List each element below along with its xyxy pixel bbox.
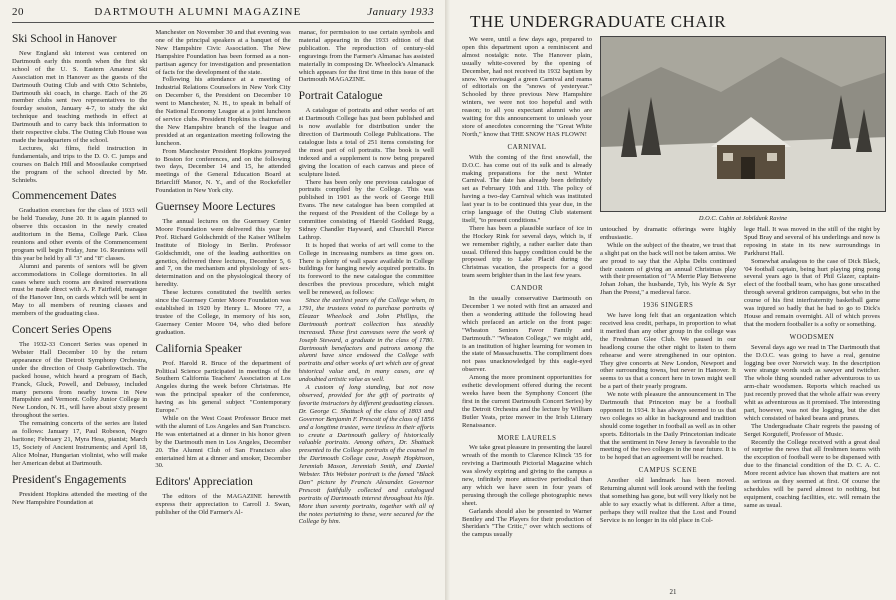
paragraph: The editors of the MAGAZINE herewith express their appreciation to Carroll J. Swan, publisher of the Old Farmer's Al- (155, 493, 291, 517)
paragraph: The remaining concerts of the series are listed as follows: January 17, Paul Robeson, Negro baritone; February 21, Myra Hess, pianist; March 15, Society of Ancient Instruments; and April 18, Alice Molnar, Hungarian violinist, who will make her American debut at Dartmouth. (12, 420, 148, 467)
paragraph-quote: Since the earliest years of the College when, in 1791, the trustees voted to purchase portraits of Eleazar Wheelock and John Phillips, the Dartmouth portrait collection has steadily increased. These first canvases were the work of Joseph Steward, a graduate in the class of 1780. Dartmouth benefactors and patrons among the alumni have since endowed the College with portraits and other works of art which are of great historical value and, in many cases, are of undoubted artistic value as well. (298, 297, 434, 384)
photo-figure (600, 36, 886, 226)
paragraph: Several days ago we read in The Dartmouth that the D.O.C. was going to have a real, genuine logging bee over Norwich way. In the description were strange words such as sawyer and twitcher. The whole thing sounded rather adventurous to us arm-chair woodsmen. Reports which reached us just recently proved that the whole affair was every whit as adventurous as it promised. The interesting part, however, was not the logging, but the diet which consisted of baked beans and prunes. (744, 343, 880, 422)
right-column-3 (744, 226, 880, 600)
paragraph: While on the West Coast Professor Bruce met with the alumni of Los Angeles and San Francisco. He was entertained at a dinner in his honor given by the Dartmouth men in Los Angeles, December 20. The Alumni Club of San Francisco also entertained him at a dinner and smoker, December 30. (155, 414, 291, 470)
heading-guernsey-moore: Guernsey Moore Lectures (155, 201, 276, 214)
right-column-1 (462, 36, 592, 600)
paragraph: New England ski interest was centered on Dartmouth early this month when the first ski school of the U. S. Eastern Amateur Ski Association met in Hanover as the guests of the Dartmouth Outing Club and with Otto Schniebs, Dartmouth ski coach, in charge. Each of the 26 member clubs sent two representatives to the fourday session, January 4-7, to study the ski technique and teaching methods in effect at Dartmouth and to carry back this information to their respective clubs. The Outing Club House was made the headquarters of the school. (12, 50, 148, 144)
page-number-right: 21 (669, 588, 677, 596)
photo-caption: D.O.C. Cabin at Jobildunk Ravine (698, 215, 788, 222)
paragraph: Manchester on November 30 and that evening was one of the principal speakers at a banquet of the New Hampshire Civic Association. The New Hampshire Foundation has been formed as a non-partisan agency for investigation and presentation of facts for the development of the state. (155, 29, 291, 76)
paragraph: We take great pleasure in presenting the laurel wreath of the month to Clarence Klinck '35 for reviving a Dartmouth Pictorial Magazine which was slowly expiring and giving to the campus a new, infinitely more attractive periodical than any which we have seen in four years of perusing through the college photographic news sheet. (462, 444, 592, 507)
issue-date: January 1933 (367, 6, 434, 18)
cabin-photo (600, 36, 886, 212)
paragraph: There has been a plausible surface of ice in the Hockey Rink for several days, which is, if we remember rightly, a rather earlier date than usual. Offered this happy condition could be the proposed trip to Lake Placid during the Christmas vacation, the prospects for a good team seem brighter than in the last few years. (462, 224, 592, 280)
paragraph: Lectures, ski films, field instruction in fundamentals, and trips to the D. O. C. jumps and courses on Balch Hill and Moosilauke comprised the program of the school directed by Mr. Schniebs. (12, 144, 148, 184)
paragraph: In the usually conservative Dartmouth on December 1 we noted with first an amazed and then a wondering attitude the following head which prefaced an article on the front page: "Wheaton Seniors Favor Family and Dartmouth." "Wheaton College," we might add, is an institution of higher learning for women in the state of Massachusetts. The compliment does not pass unacknowledged by this eagle-eyed observer. (462, 295, 592, 374)
subhead-carnival: CARNIVAL (507, 143, 547, 151)
heading-california-speaker: California Speaker (155, 342, 242, 355)
paragraph: lege Hall. It was moved in the still of the night by Spud Bray and several of his underlings and now is reposing in state in its new surroundings in Parkhurst Hall. (744, 226, 880, 257)
right-main (600, 36, 886, 600)
paragraph: There has been only one previous catalogue of portraits compiled by the College. This was published in 1901 as the work of George Hill Evans. The new catalogue has been compiled at the request of the President of the College by a committee consisting of Harold Goddard Rugg, Sidney Chandler Hayward, and Churchill Pierce Lathrop. (298, 178, 434, 241)
left-columns (12, 29, 434, 599)
paragraph: manac, for permission to use certain symbols and material appearing in the 1933 edition of that publication. The reproduction of century-old engravings from the Farmer's Almanac has assisted materially in composing Dr. Wheelock's Almanack which appears for the first time in this issue of the Dartmouth MAGAZINE. (298, 29, 434, 84)
left-page (0, 0, 446, 600)
heading-ski-school: Ski School in Hanover (12, 33, 117, 45)
page-number: 20 (12, 6, 24, 18)
paragraph: Among the more prominent opportunities for esthetic development offered during the recent weeks have been the Symphony Concert (the first in the current Dartmouth Concert Series) by the Detroit Orchestra and the lecture by William Butler Yeats, prize mower in the Irish Literary Renaissance. (462, 374, 592, 429)
paragraph: Prof. Harold R. Bruce of the department of Political Science participated in meetings of the Southern California Teachers' Association at Los Angeles during the week before Christmas. He was the principal speaker of the conference, having as his general subject "Contemporary Europe." (155, 359, 291, 415)
paragraph: From Manchester President Hopkins journeyed to Boston for conferences, and on the following two days, December 14 and 15, he attended meetings of the General Education Board at Briarcliff Manor, N. Y., and of the Rockefeller Foundation in New York city. (155, 147, 291, 195)
heading-editors-appreciation: Editors' Appreciation (155, 476, 253, 489)
right-columns (462, 36, 886, 600)
photo-block (600, 36, 886, 226)
magazine-title: DARTMOUTH ALUMNI MAGAZINE (94, 6, 302, 18)
subhead-candor: CANDOR (510, 285, 544, 293)
paragraph: The annual lectures on the Guernsey Center Moore Foundation were delivered this year by Prof. Richard Goldschmidt of the Kaiser Wilhelm Institute of Biology in Berlin. Professor Goldschmidt, one of the leading authorities on genetics, delivered three lectures, December 5, 6 and 7, on the mechanism and physiology of sex-determination and on the physiological theory of heredity. (155, 218, 291, 289)
left-column-3 (299, 29, 434, 599)
right-column-2 (600, 226, 736, 600)
right-lower-columns (600, 226, 886, 600)
paragraph: Another old landmark has been moved. Returning alumni will look around with the feeling that something has gone, but will very likely not be able to say exactly what is different. After a time, perhaps they will realize that the Lost and Found Service is no longer in its old place in Col- (600, 477, 736, 524)
subhead-campus-scene: CAMPUS SCENE (638, 467, 698, 475)
paragraph: While on the subject of the theatre, we trust that a slight pat on the back will not be taken amiss. We are proud to say that the Alpha Delts continued their custom of giving an annual Christmas play with their presentation of "A Merrie Play Betweene Johan Johan, the husbande, Tyb, his Wyfe & Syr Jhan the Preest," a medieval farce. (600, 241, 736, 297)
paragraph-quote: A custom of long standing, but not now observed, provided for the gift of portraits of favorite instructors by different graduating classes. Dr. George C. Shattuck of the class of 1803 and Governor Benjamin F. Prescott of the class of 1856 and a longtime trustee, were tireless in their efforts to create a Dartmouth gallery of historically valuable portraits. Among others, Dr. Shattuck presented to the College portraits of the counsel in the Dartmouth College case, Joseph Hopkinson, Jeremiah Mason, Jeremiah Smith, and Daniel Webster. This Webster portrait is the famed "Black Dan" picture by Francis Alexander. Governor Prescott faithfully collected and catalogued portraits of Dartmouth interest throughout his life. More than seventy portraits, together with all of the notes pertaining to these, were secured for the College by him. (298, 384, 434, 526)
heading-portrait-catalogue: Portrait Catalogue (298, 90, 383, 103)
heading-presidents-engagements: President's Engagements (12, 473, 127, 486)
right-page (450, 0, 896, 600)
subhead-more-laurels: MORE LAURELS (497, 434, 557, 442)
heading-commencement-dates: Commencement Dates (12, 190, 117, 203)
left-column-1 (12, 29, 147, 599)
paragraph: Recently the College received with a great deal of surprise the news that all freshmen teams with the exception of football were to be dispensed with due to the financial condition of the D. C. A. C. More recent advice has shown that matters are not as serious as they seemed at first. Of course the schedules will be pared almost to nothing, but equipment, coaching facilities, etc. will remain the same as usual. (744, 438, 880, 509)
paragraph: It is hoped that works of art will come to the College in increasing numbers as time goes on. There is plenty of wall space available in College buildings for hanging newly acquired portraits. In its foreword to the new catalogue the committee describes the previous procedure, which might well be renewed, as follows: (298, 241, 434, 297)
paragraph: Graduation exercises for the class of 1933 will be held Tuesday, June 20. It is again planned to observe this occasion in the newly created auditorium in the Bema, College Park. Class reunions and other events of the Commencement program will begin Friday, June 16. Reunions will this year be held by all "3" and "8" classes. (12, 207, 148, 262)
cabin-photo-illustration (601, 37, 886, 212)
paragraph: Following his attendance at a meeting of Industrial Relations Counselors in New York City on December 6, the President on December 10 went to Manchester, N. H., to speak in behalf of the National Economy League at a joint luncheon of service clubs. President Hopkins is chairman of the New Hampshire branch of the league and presided at an organization meeting following the luncheon. (155, 76, 291, 147)
paragraph: These lectures constituted the twelfth series since the Guernsey Center Moore Foundation was established in 1920 by Henry L. Moore '77, a trustee of the College, in memory of his son, Guernsey Center Moore '04, who died before graduation. (155, 289, 291, 336)
paragraph: We have long felt that an organization which received less credit, perhaps, in proportion to what it merited than any other group in the college was the Freshman Glee Club. We paused in our headlong course the other night to listen to them rehearse and were strengthened in our opinion. They give concerts at New London, Newport and other surrounding towns, but never in Hanover. It seems to us that a concert here in town might well be a part of their yearly program. (600, 312, 736, 391)
paragraph: With the coming of the first snowfall, the D.O.C. has come out of its sulk and is already making preparations for the next Winter Carnival. The date has already been definitely set as February 10th and 11th. The policy of having a two-day Carnival which was instituted last year is to be continued this year due, in the crisp language of the Outing Club statement itself, "to present conditions." (462, 153, 592, 224)
section-title: THE UNDERGRADUATE CHAIR (470, 12, 727, 31)
paragraph: Alumni and parents of seniors will be given accommodations in College dormitories. In all cases where such rooms are desired reservations must be made direct with A. P. Fairfield, manager of the Hanover Inn, on cards which will be sent in May to all members of reuning classes and members of the graduating class. (12, 262, 148, 318)
left-column-2 (155, 29, 290, 599)
paragraph: The 1932-33 Concert Series was opened in Webster Hall December 10 by the return appearance of the Detroit Symphony Orchestra, under the direction of Ossip Gabrilowitsch. The packed house, which heard a program of Bach, Franck, Gluck, Powell, and Debussy, included many persons from nearby towns in New Hampshire and Vermont. Colby Junior College in New London, N. H., will have about sixty present throughout the series. (12, 341, 148, 420)
paragraph: We note with pleasure the announcement in The Dartmouth that Princeton may be a football opponent in 1934. It has always seemed to us that two colleges so alike in background and tradition should come together in football as well as in other sports. Editorials in the Daily Princetonian indicate that the sentiment in New Jersey is favorable to the meeting of the two colleges in the near future. It is to be hoped that an agreement will be reached. (600, 391, 736, 462)
paragraph: President Hopkins attended the meeting of the New Hampshire Foundation at (12, 490, 148, 506)
paragraph: Somewhat analagous to the case of Dick Black, '04 football captain, being hurt playing ping pong several years ago is that of Phil Glazer, captain-elect of the football team, who has gone unscathed through several gridiron campaigns, but who in the course of his first interfraternity basketball game was injured so badly that he had to go to Dick's House and remain overnight. All of which proves that the modern footballer is a softy or something. (744, 257, 880, 328)
paragraph: Garlands should also be presented to Warner Bentley and The Players for their production of Sheridan's "The Critic," over which sections of the campus usually (462, 507, 592, 539)
running-header (12, 6, 434, 23)
subhead-1936-singers: 1936 SINGERS (642, 302, 694, 310)
heading-concert-series: Concert Series Opens (12, 324, 112, 337)
paragraph: untouched by dramatic offerings were highly enthusiastic. (600, 226, 736, 241)
paragraph: The Undergraduate Chair regrets the passing of Sergei Korguieff, Professor of Music. (744, 422, 880, 438)
subhead-woodsmen: WOODSMEN (789, 333, 835, 341)
paragraph: We were, until a few days ago, prepared to open this department upon a reminiscent and almost nostalgic note. The Hanover plain, usually white-covered by the opening of December, had not received its 1932 baptism by snow. We envisaged a green Carnival and reams of editorials on the "snows of yesteryear." Schooled by three previous New Hampshire winters, we were not too hopeful and with reason; to all you expectant alumni who are waiting for this announcement to unleash your store of anecdotes concerning the "Great White North," know that THE SNOW HAS FLOWN! (462, 36, 592, 138)
paragraph: A catalogue of portraits and other works of art at Dartmouth College has just been published and is now available for distribution under the direction of Dartmouth College Publications. The catalogue lists a total of 251 items consisting for the most part of oil portraits. The book is well indexed and a supplement is now being prepared giving the location of each canvas and piece of sculpture listed. (298, 107, 434, 178)
